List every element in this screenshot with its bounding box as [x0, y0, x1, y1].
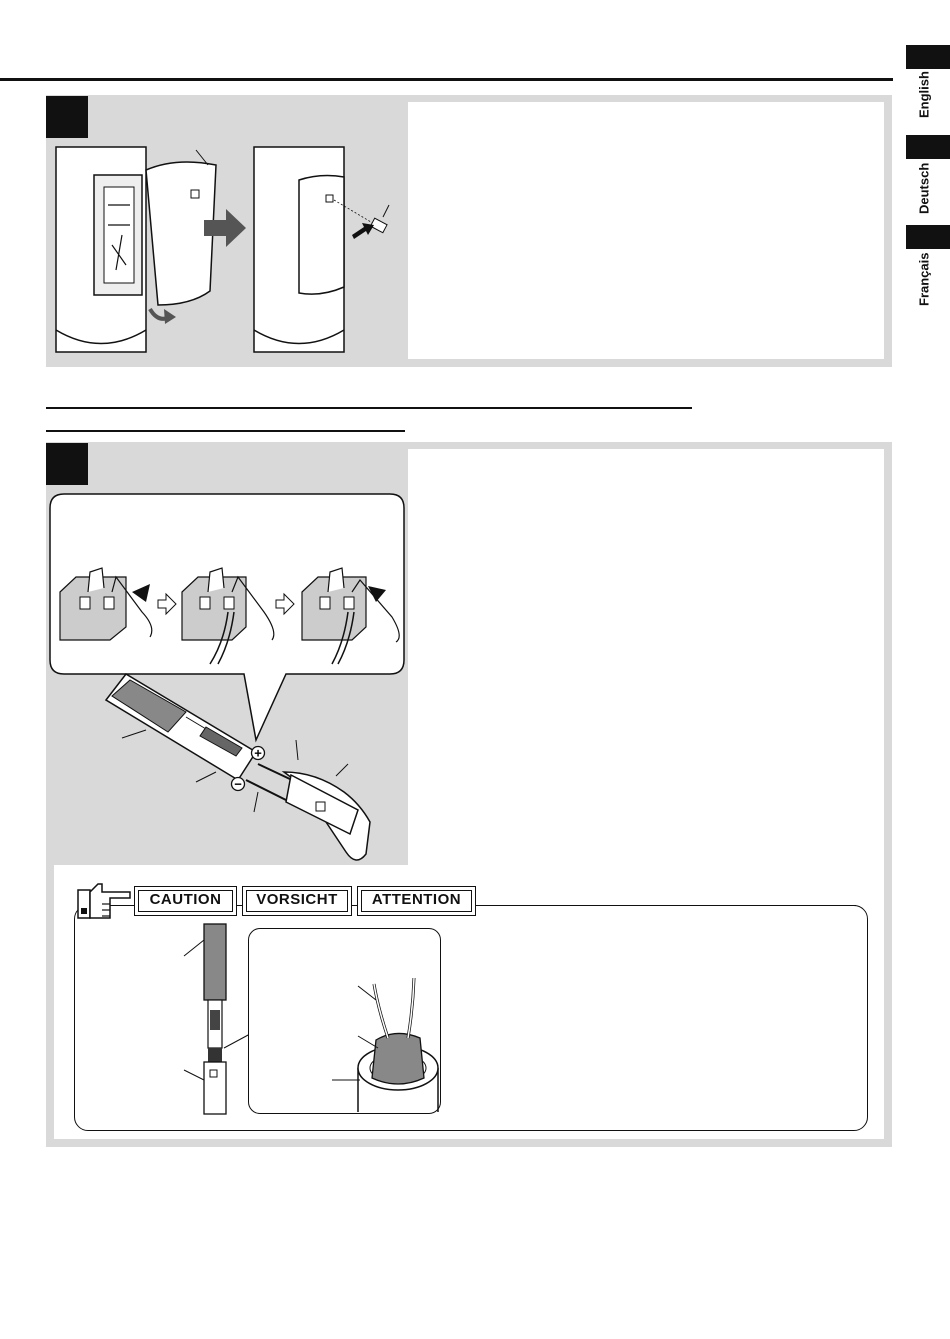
language-tab-francais[interactable]: Français — [916, 252, 932, 306]
language-tab-english[interactable]: English — [916, 71, 932, 119]
attention-label: ATTENTION — [361, 890, 472, 912]
pointing-hand-icon — [76, 880, 132, 922]
speaker-column-horizontal — [106, 674, 256, 780]
cable-insertion-illustration — [248, 928, 439, 1112]
vorsicht-label: VORSICHT — [246, 890, 348, 912]
step-2-text-area — [408, 449, 884, 865]
language-tab-francais-marker — [906, 225, 950, 249]
caution-speaker-illustration — [170, 920, 250, 1120]
caution-label-box — [134, 886, 237, 916]
section-heading-rule-1 — [46, 407, 692, 409]
language-tab-deutsch[interactable]: Deutsch — [916, 162, 932, 214]
vorsicht-label-box — [242, 886, 352, 916]
cable-sleeve — [372, 1033, 424, 1084]
speaker-wire-minus — [246, 780, 286, 800]
step-1-illustration — [46, 95, 408, 367]
plus-symbol-label: + — [254, 745, 262, 761]
section-heading-rule-2 — [46, 430, 405, 432]
language-tab-english-marker — [906, 45, 950, 69]
step-1-text-area — [408, 102, 884, 359]
step-2-illustration — [46, 442, 408, 865]
caution-label: CAUTION — [138, 890, 233, 912]
caution-rule — [476, 905, 856, 906]
language-tab-deutsch-marker — [906, 135, 950, 159]
header-rule — [0, 78, 893, 81]
attention-label-box — [357, 886, 476, 916]
minus-symbol-label: − — [234, 776, 242, 792]
